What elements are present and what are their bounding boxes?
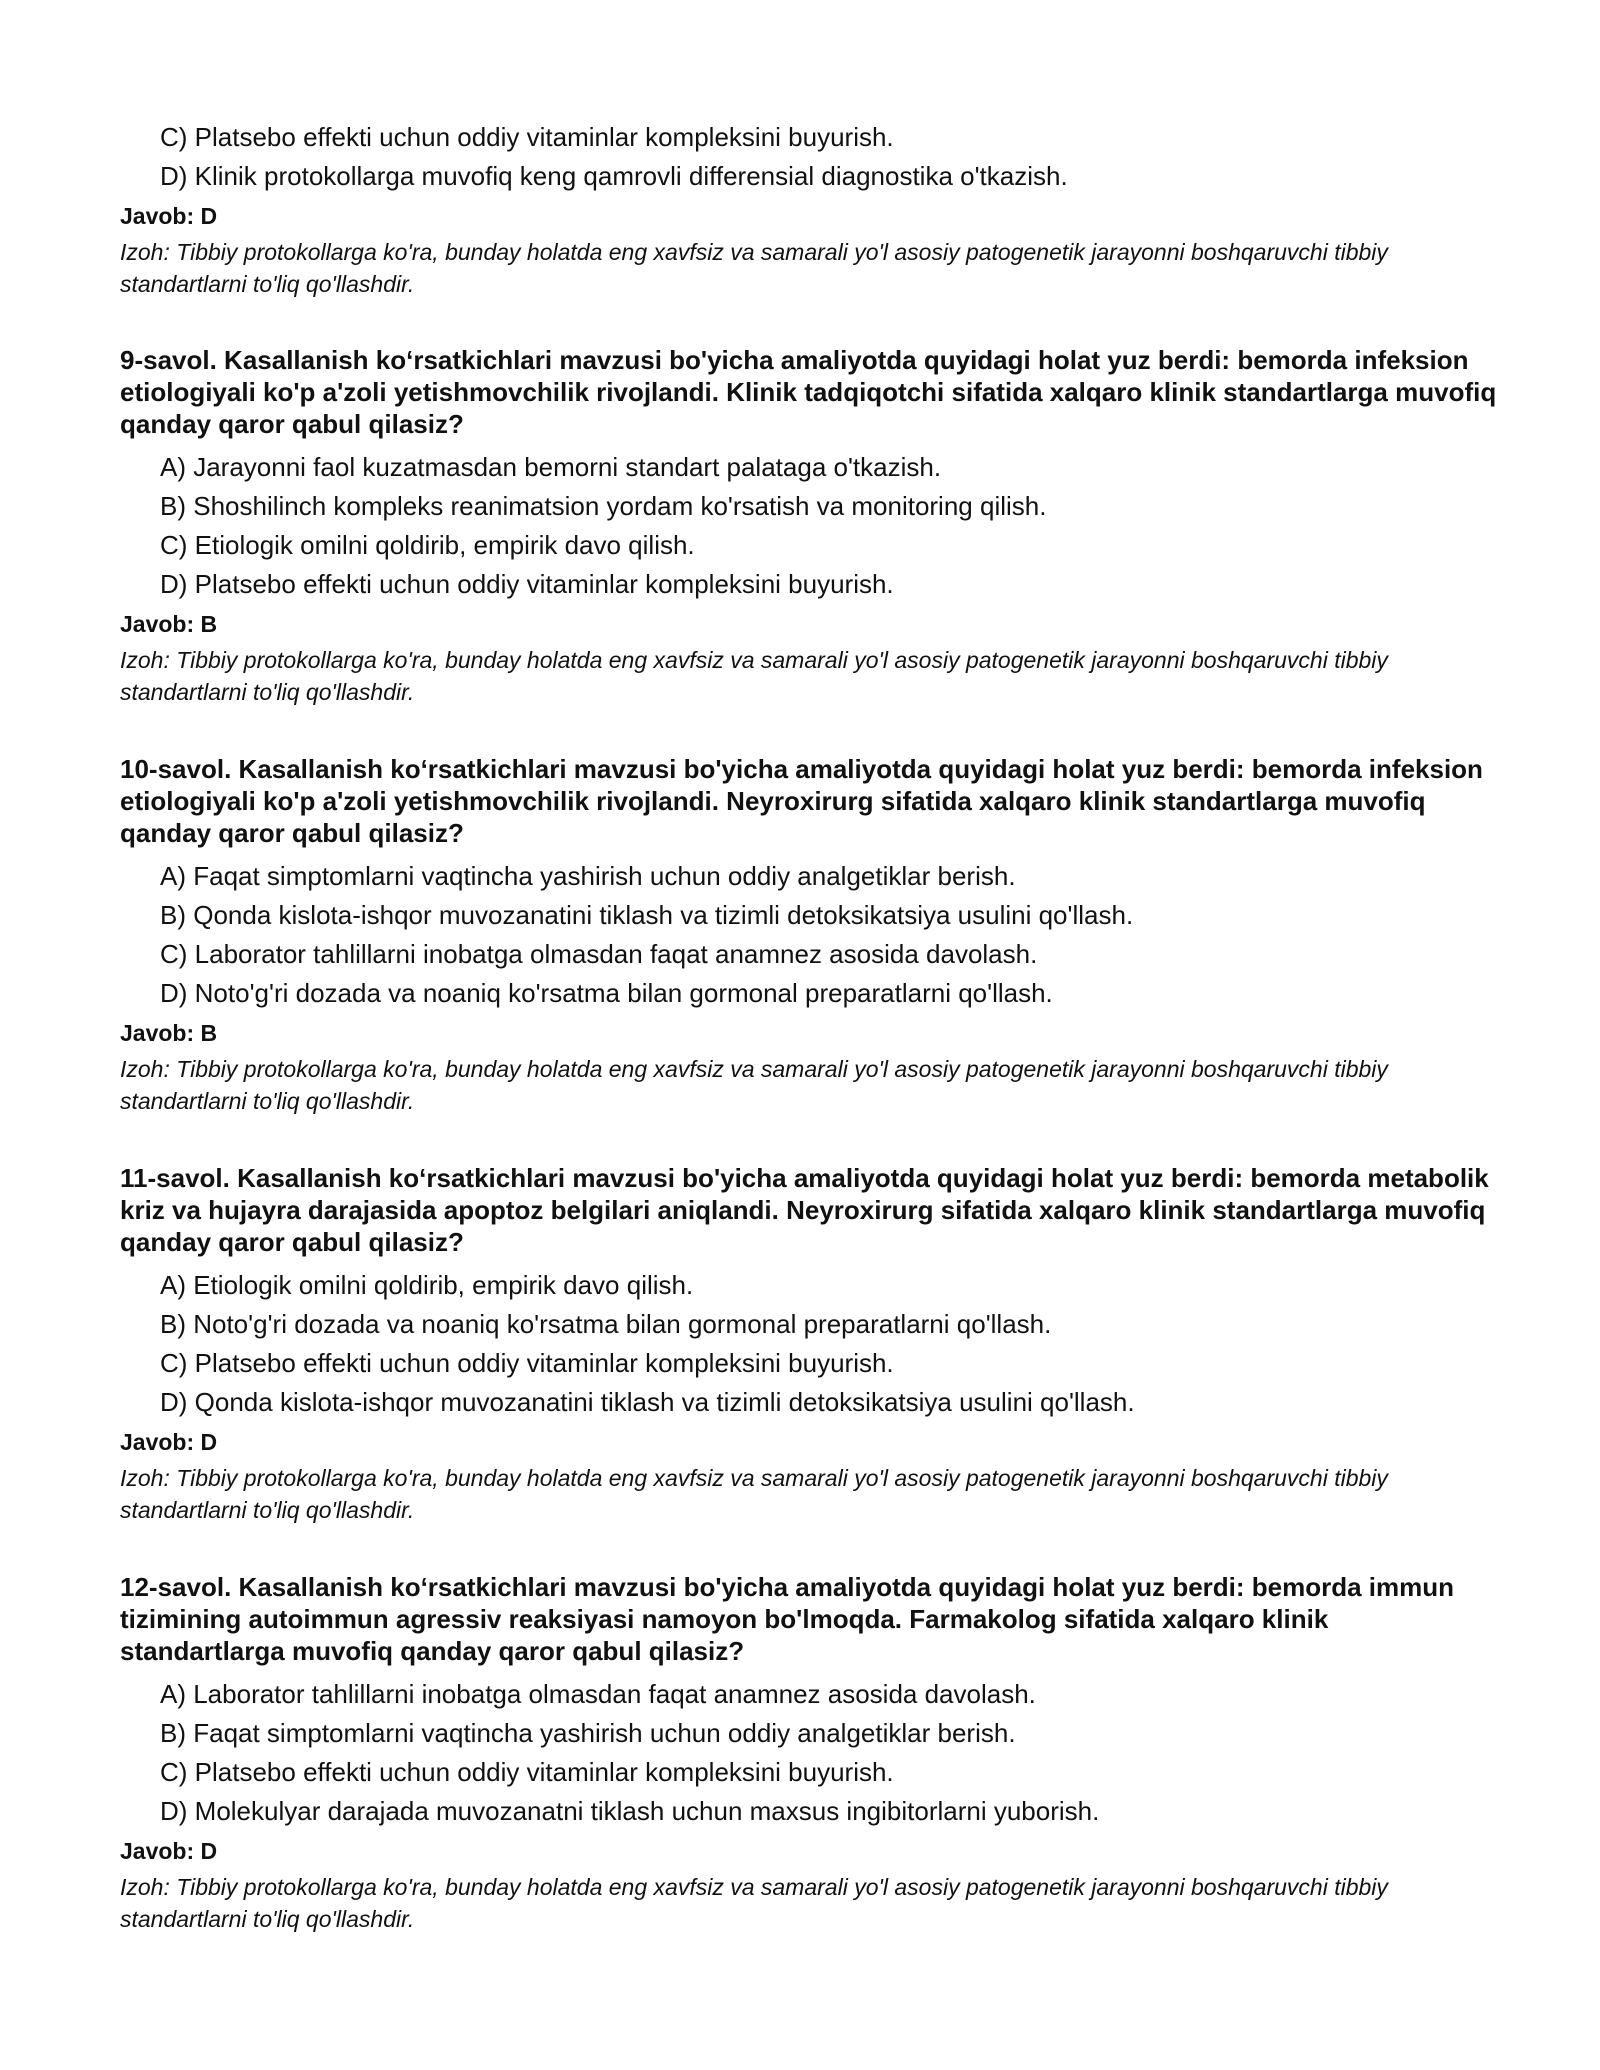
- question-title: 11-savol. Kasallanish ko‘rsatkichlari mavzusi bo'yicha amaliyotda quyidagi holat yuz berdi: bemorda metabolik kriz va hujayra darajasida apoptoz belgilari aniqlandi. Neyroxirurg sifatida xalqaro klinik standartlarga muvofiq qanday qaror qabul qilasiz?: [120, 1163, 1489, 1257]
- option-d: D) Platsebo effekti uchun oddiy vitaminlar kompleksini buyurish.: [160, 569, 894, 599]
- answer-label: Javob: B: [120, 1020, 218, 1046]
- option-a: A) Laborator tahlillarni inobatga olmasdan faqat anamnez asosida davolash.: [160, 1679, 1036, 1709]
- question-9: [120, 344, 1500, 708]
- answer-label: Javob: D: [120, 1429, 218, 1455]
- explanation-note: Izoh: Tibbiy protokollarga ko'ra, bunday holatda eng xavfsiz va samarali yo'l asosiy patogenetik jarayonni boshqaruvchi tibbiy standartlarni to'liq qo'llashdir.: [120, 647, 1388, 705]
- answer-label: Javob: D: [120, 203, 218, 229]
- explanation-note: Izoh: Tibbiy protokollarga ko'ra, bunday holatda eng xavfsiz va samarali yo'l asosiy patogenetik jarayonni boshqaruvchi tibbiy standartlarni to'liq qo'llashdir.: [120, 1056, 1388, 1114]
- question-title: 10-savol. Kasallanish ko‘rsatkichlari mavzusi bo'yicha amaliyotda quyidagi holat yuz berdi: bemorda infeksion etiologiyali ko'p a'zoli yetishmovchilik rivojlandi. Neyroxirurg sifatida xalqaro klinik standartlarga muvofiq qanday qaror qabul qilasiz?: [120, 754, 1483, 848]
- answer-label: Javob: B: [120, 611, 218, 637]
- option-c: C) Laborator tahlillarni inobatga olmasdan faqat anamnez asosida davolash.: [160, 939, 1038, 969]
- option-a: A) Faqat simptomlarni vaqtincha yashirish uchun oddiy analgetiklar berish.: [160, 861, 1016, 891]
- question-10: [120, 753, 1500, 1117]
- option-c: C) Platsebo effekti uchun oddiy vitaminlar kompleksini buyurish.: [160, 122, 894, 152]
- question-title: 9-savol. Kasallanish ko‘rsatkichlari mavzusi bo'yicha amaliyotda quyidagi holat yuz berdi: bemorda infeksion etiologiyali ko'p a'zoli yetishmovchilik rivojlandi. Klinik tadqiqotchi sifatida xalqaro klinik standartlarga muvofiq qanday qaror qabul qilasiz?: [120, 345, 1497, 439]
- carryover-block: [120, 118, 1500, 300]
- answer-label: Javob: D: [120, 1838, 218, 1864]
- explanation-note: Izoh: Tibbiy protokollarga ko'ra, bunday holatda eng xavfsiz va samarali yo'l asosiy patogenetik jarayonni boshqaruvchi tibbiy standartlarni to'liq qo'llashdir.: [120, 1465, 1388, 1523]
- option-b: B) Faqat simptomlarni vaqtincha yashirish uchun oddiy analgetiklar berish.: [160, 1718, 1016, 1748]
- option-d: D) Noto'g'ri dozada va noaniq ko'rsatma bilan gormonal preparatlarni qo'llash.: [160, 978, 1053, 1008]
- option-d: D) Qonda kislota-ishqor muvozanatini tiklash va tizimli detoksikatsiya usulini qo'llash.: [160, 1387, 1135, 1417]
- question-11: [120, 1162, 1500, 1526]
- option-c: C) Etiologik omilni qoldirib, empirik davo qilish.: [160, 530, 695, 560]
- question-12: [120, 1571, 1500, 1935]
- option-d: D) Molekulyar darajada muvozanatni tiklash uchun maxsus ingibitorlarni yuborish.: [160, 1796, 1100, 1826]
- option-b: B) Shoshilinch kompleks reanimatsion yordam ko'rsatish va monitoring qilish.: [160, 491, 1047, 521]
- option-c: C) Platsebo effekti uchun oddiy vitaminlar kompleksini buyurish.: [160, 1757, 894, 1787]
- explanation-note: Izoh: Tibbiy protokollarga ko'ra, bunday holatda eng xavfsiz va samarali yo'l asosiy patogenetik jarayonni boshqaruvchi tibbiy standartlarni to'liq qo'llashdir.: [120, 239, 1388, 297]
- option-a: A) Etiologik omilni qoldirib, empirik davo qilish.: [160, 1270, 694, 1300]
- option-a: A) Jarayonni faol kuzatmasdan bemorni standart palataga o'tkazish.: [160, 452, 942, 482]
- option-b: B) Qonda kislota-ishqor muvozanatini tiklash va tizimli detoksikatsiya usulini qo'llash.: [160, 900, 1134, 930]
- explanation-note: Izoh: Tibbiy protokollarga ko'ra, bunday holatda eng xavfsiz va samarali yo'l asosiy patogenetik jarayonni boshqaruvchi tibbiy standartlarni to'liq qo'llashdir.: [120, 1874, 1388, 1932]
- question-title: 12-savol. Kasallanish ko‘rsatkichlari mavzusi bo'yicha amaliyotda quyidagi holat yuz berdi: bemorda immun tizimining autoimmun agressiv reaksiyasi namoyon bo'lmoqda. Farmakolog sifatida xalqaro klinik standartlarga muvofiq qanday qaror qabul qilasiz?: [120, 1572, 1455, 1666]
- option-c: C) Platsebo effekti uchun oddiy vitaminlar kompleksini buyurish.: [160, 1348, 894, 1378]
- option-d: D) Klinik protokollarga muvofiq keng qamrovli differensial diagnostika o'tkazish.: [160, 161, 1068, 191]
- option-b: B) Noto'g'ri dozada va noaniq ko'rsatma bilan gormonal preparatlarni qo'llash.: [160, 1309, 1052, 1339]
